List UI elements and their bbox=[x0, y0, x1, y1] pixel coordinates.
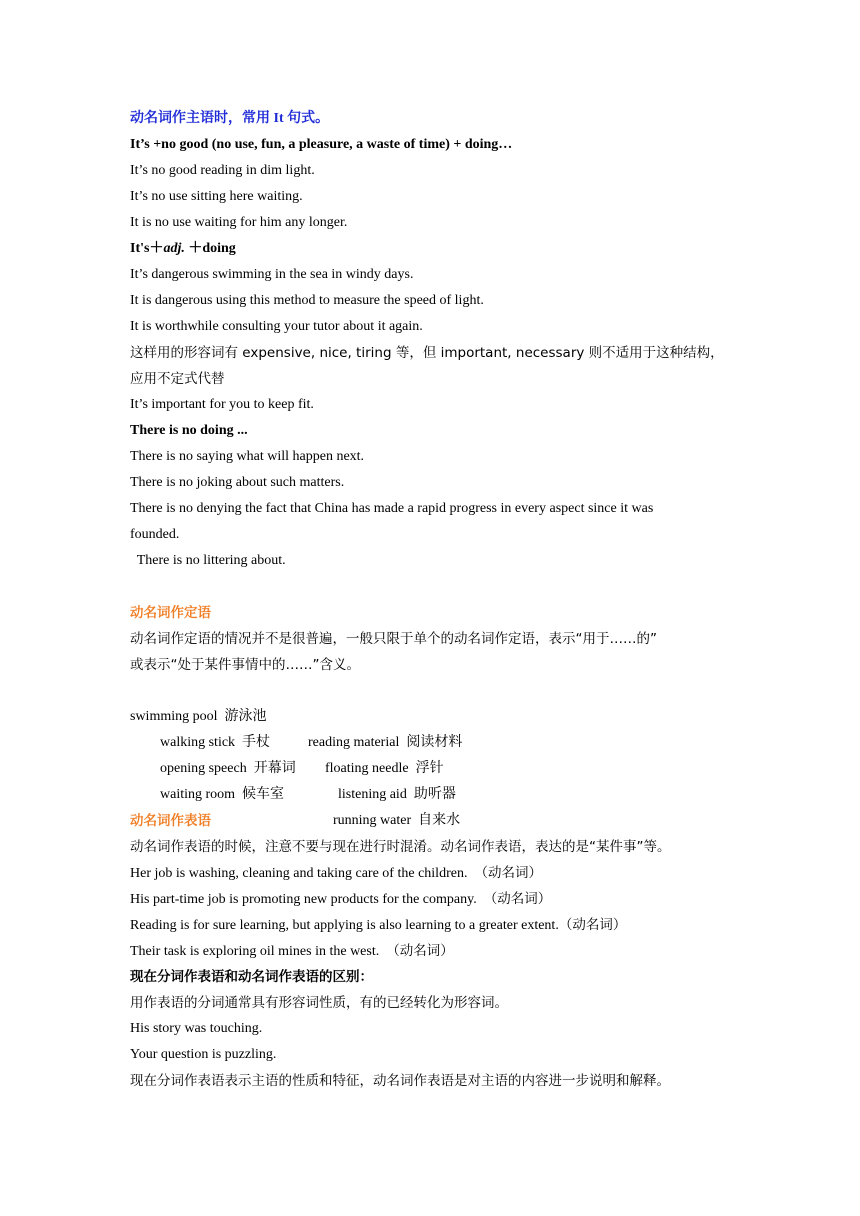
vocab-term: opening speech 开幕词 bbox=[160, 761, 296, 776]
example-sentence bbox=[130, 938, 740, 964]
section-description: 动名词作定语的情况并不是很普遍，一般只限于单个的动名词作定语，表示“用于……的” bbox=[130, 631, 657, 647]
spacer bbox=[130, 574, 740, 600]
pattern-no-good: It’s +no good (no use, fun, a pleasure, a waste of time) + doing… bbox=[130, 137, 513, 152]
example-sentence: It’s important for you to keep fit. bbox=[130, 397, 314, 412]
section-description: 用作表语的分词通常具有形容词性质，有的已经转化为形容词。 bbox=[130, 995, 508, 1011]
example-sentence-continued: founded. bbox=[130, 527, 180, 542]
example-tag: （动名词） bbox=[474, 865, 542, 881]
pattern-adj-doing bbox=[130, 236, 740, 262]
example-tag: （动名词） bbox=[558, 917, 627, 933]
section-heading-predicative: 动名词作表语 bbox=[130, 813, 211, 829]
section-description: 或表示“处于某件事情中的……”含义。 bbox=[130, 657, 360, 673]
example-text: His part-time job is promoting new products for the company. bbox=[130, 892, 477, 907]
vocab-term: walking stick 手杖 bbox=[160, 735, 271, 750]
pattern-prefix: It's＋ bbox=[130, 241, 164, 256]
example-sentence: His story was touching. bbox=[130, 1021, 263, 1036]
vocab-term: floating needle 浮针 bbox=[325, 761, 444, 776]
vocab-term: listening aid 助听器 bbox=[338, 787, 456, 802]
section-heading-attributive: 动名词作定语 bbox=[130, 605, 211, 621]
example-sentence bbox=[130, 860, 740, 886]
example-sentence: It is worthwhile consulting your tutor about it again. bbox=[130, 319, 423, 334]
example-sentence: It’s no good reading in dim light. bbox=[130, 163, 315, 178]
note-text: 应用不定式代替 bbox=[130, 371, 225, 387]
vocab-term: swimming pool 游泳池 bbox=[130, 709, 267, 724]
sub-heading-difference: 现在分词作表语和动名词作表语的区别： bbox=[130, 969, 373, 985]
example-sentence: There is no denying the fact that China has made a rapid progress in every aspect since it was bbox=[130, 501, 654, 516]
vocab-term: waiting room 候车室 bbox=[160, 787, 285, 802]
pattern-adj: adj. bbox=[163, 241, 185, 256]
section-heading-subject: 动名词作主语时，常用 It 句式。 bbox=[130, 111, 330, 126]
example-sentence: It is dangerous using this method to measure the speed of light. bbox=[130, 293, 484, 308]
example-text: Their task is exploring oil mines in the west. bbox=[130, 944, 380, 959]
example-sentence: There is no littering about. bbox=[130, 553, 286, 568]
example-sentence bbox=[130, 886, 740, 912]
pattern-there-is-no: There is no doing ... bbox=[130, 423, 248, 438]
pattern-suffix: ＋doing bbox=[184, 241, 236, 256]
example-text: Reading is for sure learning, but applying is also learning to a greater extent. bbox=[130, 918, 559, 933]
example-sentence: There is no joking about such matters. bbox=[130, 475, 345, 490]
example-tag: （动名词） bbox=[386, 943, 454, 959]
example-text: Her job is washing, cleaning and taking care of the children. bbox=[130, 866, 468, 881]
example-tag: （动名词） bbox=[483, 891, 552, 907]
note-text: 这样用的形容词有 expensive, nice, tiring 等，但 important, necessary 则不适用于这种结构， bbox=[130, 345, 724, 361]
example-sentence: It’s no use sitting here waiting. bbox=[130, 189, 303, 204]
conclusion-text: 现在分词作表语表示主语的性质和特征，动名词作表语是对主语的内容进一步说明和解释。 bbox=[130, 1073, 670, 1089]
example-sentence bbox=[130, 912, 740, 938]
example-sentence: It is no use waiting for him any longer. bbox=[130, 215, 348, 230]
example-sentence: It’s dangerous swimming in the sea in windy days. bbox=[130, 267, 414, 282]
section-description: 动名词作表语的时候，注意不要与现在进行时混淆。动名词作表语，表达的是“某件事”等。 bbox=[130, 839, 671, 855]
vocab-term: reading material 阅读材料 bbox=[308, 735, 463, 750]
example-sentence: There is no saying what will happen next. bbox=[130, 449, 365, 464]
vocab-term: running water 自来水 bbox=[333, 813, 461, 828]
example-sentence: Your question is puzzling. bbox=[130, 1047, 277, 1062]
document-page bbox=[130, 106, 740, 1094]
